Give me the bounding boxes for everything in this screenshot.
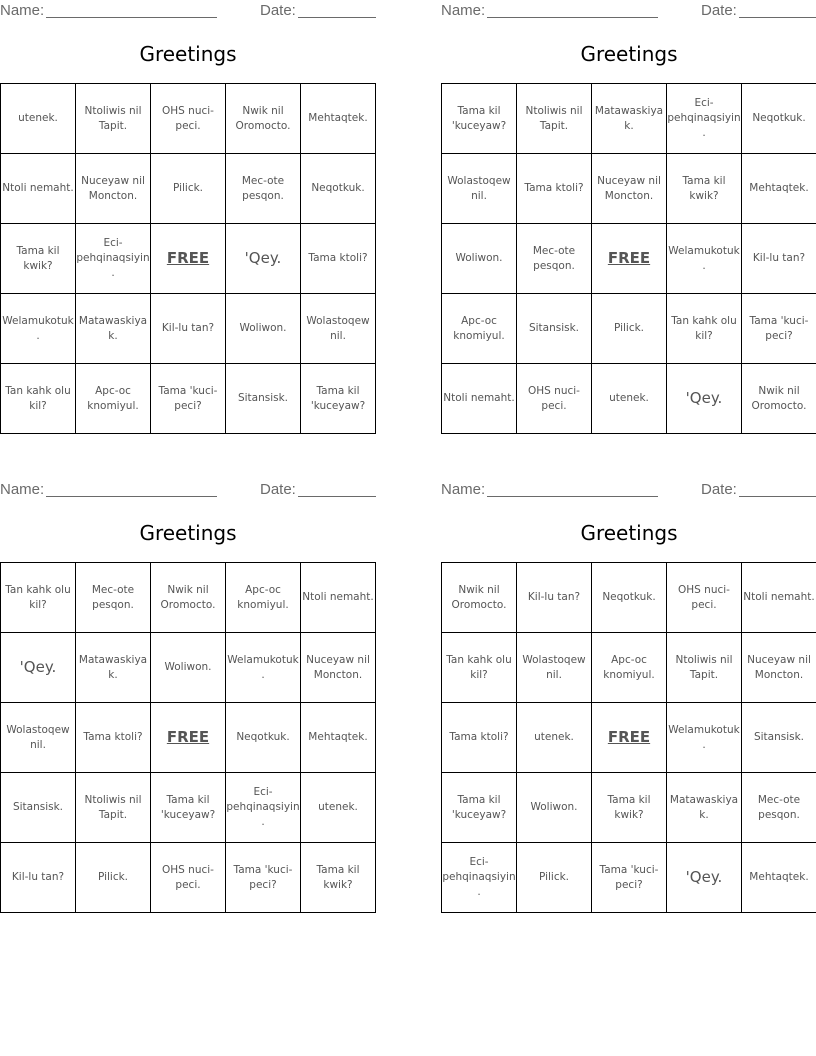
bingo-cell: Eci-pehqinaqsiyin. bbox=[442, 843, 517, 913]
bingo-cell: Wolastoqew nil. bbox=[301, 294, 376, 364]
bingo-card bbox=[0, 479, 376, 919]
bingo-cell: Mehtaqtek. bbox=[301, 84, 376, 154]
bingo-cell: Pilick. bbox=[517, 843, 592, 913]
bingo-cell: Nuceyaw nil Moncton. bbox=[592, 154, 667, 224]
bingo-cell: utenek. bbox=[301, 773, 376, 843]
bingo-cell: Apc-oc knomiyul. bbox=[592, 633, 667, 703]
bingo-cell: OHS nuci-peci. bbox=[151, 843, 226, 913]
date-label: Date: bbox=[701, 481, 737, 498]
grid-row bbox=[442, 633, 816, 703]
bingo-cell: 'Qey. bbox=[667, 843, 742, 913]
card-title: Greetings bbox=[580, 42, 678, 66]
name-label: Name: bbox=[0, 481, 45, 498]
bingo-cell: Ntoli nemaht. bbox=[442, 364, 517, 434]
bingo-cell: Tama kil 'kuceyaw? bbox=[442, 84, 517, 154]
bingo-card bbox=[0, 0, 376, 440]
bingo-cell: Ntoliwis nil Tapit. bbox=[76, 773, 151, 843]
grid-row bbox=[1, 843, 376, 913]
bingo-cell: Tama kil kwik? bbox=[667, 154, 742, 224]
bingo-card bbox=[441, 479, 816, 919]
bingo-cell: Tama 'kuci-peci? bbox=[226, 843, 301, 913]
bingo-cell: 'Qey. bbox=[1, 633, 76, 703]
bingo-cell: OHS nuci-peci. bbox=[517, 364, 592, 434]
free-space-cell: FREE bbox=[151, 224, 226, 294]
bingo-cell: Ntoliwis nil Tapit. bbox=[76, 84, 151, 154]
bingo-cell: utenek. bbox=[1, 84, 76, 154]
bingo-cell: Wolastoqew nil. bbox=[1, 703, 76, 773]
grid-row bbox=[442, 154, 816, 224]
bingo-cell: Kil-lu tan? bbox=[742, 224, 816, 294]
grid-row bbox=[442, 294, 816, 364]
bingo-cell: Mec-ote pesqon. bbox=[742, 773, 816, 843]
name-date-header bbox=[441, 481, 816, 499]
bingo-cell: Welamukotuk. bbox=[667, 224, 742, 294]
bingo-cell: Pilick. bbox=[592, 294, 667, 364]
bingo-cell: Tan kahk olu kil? bbox=[667, 294, 742, 364]
bingo-cell: Eci-pehqinaqsiyin. bbox=[667, 84, 742, 154]
grid-row bbox=[442, 563, 816, 633]
bingo-cell: OHS nuci-peci. bbox=[667, 563, 742, 633]
grid-row bbox=[1, 633, 376, 703]
grid-row bbox=[442, 703, 816, 773]
grid-row bbox=[1, 364, 376, 434]
bingo-cell: Sitansisk. bbox=[226, 364, 301, 434]
bingo-cell: Welamukotuk. bbox=[667, 703, 742, 773]
bingo-cell: Mehtaqtek. bbox=[301, 703, 376, 773]
bingo-cell: Wolastoqew nil. bbox=[442, 154, 517, 224]
bingo-cell: Pilick. bbox=[76, 843, 151, 913]
bingo-card bbox=[441, 0, 816, 440]
bingo-cell: Mec-ote pesqon. bbox=[76, 563, 151, 633]
grid-row bbox=[442, 84, 816, 154]
bingo-cell: Tama kil kwik? bbox=[301, 843, 376, 913]
free-space-cell: FREE bbox=[151, 703, 226, 773]
bingo-cell: Matawaskiyak. bbox=[76, 294, 151, 364]
bingo-cell: Wolastoqew nil. bbox=[517, 633, 592, 703]
free-space-cell: FREE bbox=[592, 224, 667, 294]
name-date-header bbox=[0, 481, 376, 499]
bingo-cell: Nwik nil Oromocto. bbox=[151, 563, 226, 633]
bingo-cell: Sitansisk. bbox=[742, 703, 816, 773]
bingo-cell: Tama ktoli? bbox=[442, 703, 517, 773]
date-blank-line bbox=[298, 496, 376, 497]
grid-row bbox=[1, 294, 376, 364]
grid-row bbox=[1, 224, 376, 294]
card-title: Greetings bbox=[139, 42, 237, 66]
date-blank-line bbox=[739, 17, 816, 18]
bingo-cell: Apc-oc knomiyul. bbox=[76, 364, 151, 434]
bingo-cell: Kil-lu tan? bbox=[151, 294, 226, 364]
grid-row bbox=[442, 843, 816, 913]
bingo-cell: Sitansisk. bbox=[517, 294, 592, 364]
bingo-cell: Welamukotuk. bbox=[226, 633, 301, 703]
bingo-cell: Matawaskiyak. bbox=[592, 84, 667, 154]
card-title: Greetings bbox=[139, 521, 237, 545]
grid-row bbox=[1, 84, 376, 154]
bingo-cell: Matawaskiyak. bbox=[667, 773, 742, 843]
bingo-cell: Apc-oc knomiyul. bbox=[226, 563, 301, 633]
bingo-cell: Nwik nil Oromocto. bbox=[442, 563, 517, 633]
bingo-cell: Tama kil 'kuceyaw? bbox=[301, 364, 376, 434]
bingo-cell: Neqotkuk. bbox=[226, 703, 301, 773]
bingo-cell: Tan kahk olu kil? bbox=[1, 563, 76, 633]
name-label: Name: bbox=[441, 2, 486, 19]
bingo-cell: Ntoli nemaht. bbox=[742, 563, 816, 633]
free-space-cell: FREE bbox=[592, 703, 667, 773]
bingo-cell: Tama ktoli? bbox=[301, 224, 376, 294]
bingo-cell: utenek. bbox=[592, 364, 667, 434]
date-blank-line bbox=[739, 496, 816, 497]
bingo-cell: Tama 'kuci-peci? bbox=[151, 364, 226, 434]
name-label: Name: bbox=[0, 2, 45, 19]
bingo-cell: Ntoliwis nil Tapit. bbox=[667, 633, 742, 703]
name-label: Name: bbox=[441, 481, 486, 498]
bingo-cell: 'Qey. bbox=[667, 364, 742, 434]
date-label: Date: bbox=[260, 481, 296, 498]
bingo-grid bbox=[441, 562, 816, 913]
bingo-cell: Mec-ote pesqon. bbox=[226, 154, 301, 224]
bingo-cell: Eci-pehqinaqsiyin. bbox=[76, 224, 151, 294]
date-blank-line bbox=[298, 17, 376, 18]
grid-row bbox=[1, 563, 376, 633]
bingo-cell: Nwik nil Oromocto. bbox=[226, 84, 301, 154]
bingo-cell: Welamukotuk. bbox=[1, 294, 76, 364]
bingo-cell: Ntoliwis nil Tapit. bbox=[517, 84, 592, 154]
bingo-cell: Tama kil 'kuceyaw? bbox=[442, 773, 517, 843]
bingo-cell: Mec-ote pesqon. bbox=[517, 224, 592, 294]
bingo-cell: Kil-lu tan? bbox=[517, 563, 592, 633]
bingo-cell: Matawaskiyak. bbox=[76, 633, 151, 703]
bingo-cell: Tama kil 'kuceyaw? bbox=[151, 773, 226, 843]
bingo-cell: 'Qey. bbox=[226, 224, 301, 294]
bingo-cell: Mehtaqtek. bbox=[742, 154, 816, 224]
bingo-cell: Mehtaqtek. bbox=[742, 843, 816, 913]
bingo-cell: Tama 'kuci-peci? bbox=[592, 843, 667, 913]
bingo-cell: Tama kil kwik? bbox=[1, 224, 76, 294]
bingo-grid bbox=[441, 83, 816, 434]
bingo-cell: Tan kahk olu kil? bbox=[1, 364, 76, 434]
grid-row bbox=[442, 773, 816, 843]
bingo-cell: Nuceyaw nil Moncton. bbox=[301, 633, 376, 703]
bingo-cell: Tama kil kwik? bbox=[592, 773, 667, 843]
bingo-cell: Neqotkuk. bbox=[592, 563, 667, 633]
bingo-cell: Tan kahk olu kil? bbox=[442, 633, 517, 703]
bingo-cell: Neqotkuk. bbox=[301, 154, 376, 224]
grid-row bbox=[1, 154, 376, 224]
bingo-cell: Nuceyaw nil Moncton. bbox=[742, 633, 816, 703]
bingo-grid bbox=[0, 83, 376, 434]
bingo-cell: utenek. bbox=[517, 703, 592, 773]
bingo-cell: Ntoli nemaht. bbox=[1, 154, 76, 224]
bingo-cell: Woliwon. bbox=[442, 224, 517, 294]
name-blank-line bbox=[46, 17, 217, 18]
date-label: Date: bbox=[260, 2, 296, 19]
bingo-cell: Pilick. bbox=[151, 154, 226, 224]
bingo-cell: Kil-lu tan? bbox=[1, 843, 76, 913]
bingo-cell: Apc-oc knomiyul. bbox=[442, 294, 517, 364]
bingo-cell: Neqotkuk. bbox=[742, 84, 816, 154]
bingo-cell: Nuceyaw nil Moncton. bbox=[76, 154, 151, 224]
name-date-header bbox=[0, 2, 376, 20]
date-label: Date: bbox=[701, 2, 737, 19]
name-date-header bbox=[441, 2, 816, 20]
bingo-cell: Tama ktoli? bbox=[76, 703, 151, 773]
bingo-cell: Woliwon. bbox=[151, 633, 226, 703]
grid-row bbox=[442, 224, 816, 294]
bingo-cell: Ntoli nemaht. bbox=[301, 563, 376, 633]
bingo-cell: Woliwon. bbox=[226, 294, 301, 364]
bingo-grid bbox=[0, 562, 376, 913]
grid-row bbox=[1, 773, 376, 843]
grid-row bbox=[442, 364, 816, 434]
bingo-cell: Sitansisk. bbox=[1, 773, 76, 843]
card-title: Greetings bbox=[580, 521, 678, 545]
name-blank-line bbox=[487, 17, 658, 18]
bingo-cell: Tama ktoli? bbox=[517, 154, 592, 224]
name-blank-line bbox=[46, 496, 217, 497]
bingo-cell: Tama 'kuci-peci? bbox=[742, 294, 816, 364]
bingo-cell: Nwik nil Oromocto. bbox=[742, 364, 816, 434]
grid-row bbox=[1, 703, 376, 773]
bingo-cell: OHS nuci-peci. bbox=[151, 84, 226, 154]
bingo-cell: Woliwon. bbox=[517, 773, 592, 843]
bingo-cell: Eci-pehqinaqsiyin. bbox=[226, 773, 301, 843]
name-blank-line bbox=[487, 496, 658, 497]
